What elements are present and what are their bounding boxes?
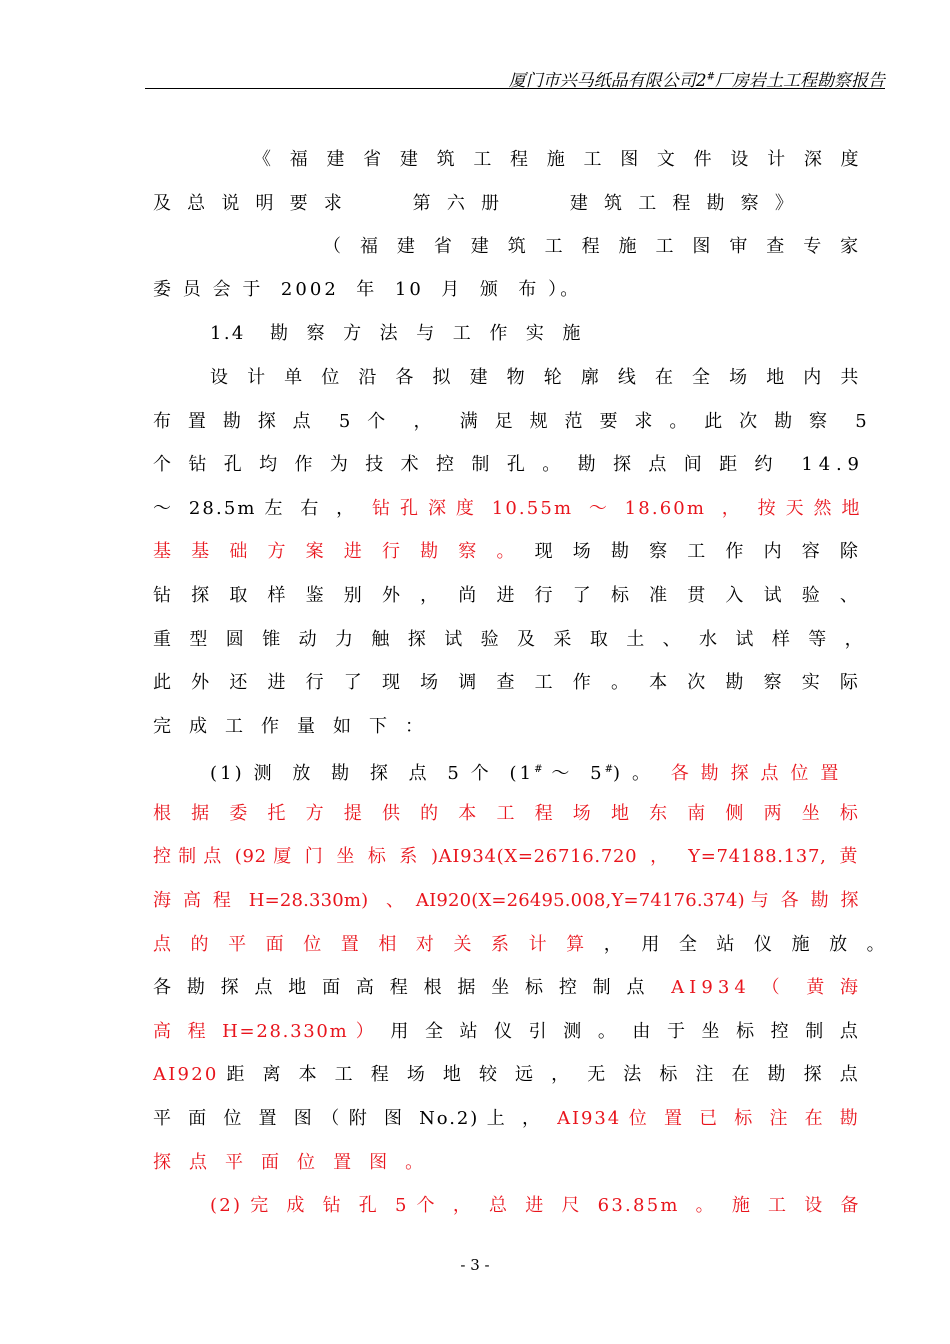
text-run: 基 基 础 方 案 进 行 勘 察 。 [153, 541, 522, 562]
body-line-17 [153, 845, 858, 869]
body-line-2 [153, 192, 798, 216]
text-run: 1.4 勘 察 方 法 与 工 作 实 施 [210, 323, 583, 344]
body-line-7 [153, 410, 872, 434]
text-run: 根 据 委 托 方 提 供 的 本 工 程 场 地 东 南 侧 两 坐 标 [153, 803, 866, 824]
work-item-1 [210, 758, 841, 782]
text-run: 及 总 说 明 要 求 第 六 册 建 筑 工 程 勘 察 》 [153, 193, 799, 214]
text-run: 各 勘 探 点 地 面 高 程 根 据 坐 标 控 制 点 [153, 977, 672, 998]
body-line-20 [153, 976, 863, 1000]
text-run: 此 外 还 进 行 了 现 场 调 查 工 作 。 本 次 勘 察 实 际 [153, 672, 866, 693]
body-line-23 [153, 1107, 860, 1131]
body-line-1 [253, 148, 865, 172]
text-run: 平 面 位 置 图 （ 附 图 No.2) 上 ， [153, 1108, 558, 1129]
text-run: 用 全 站 仪 引 测 。 由 于 坐 标 控 制 点 [375, 1021, 860, 1042]
text-run: 控 制 点 (92 厦 门 坐 标 系 )AI934(X=26716.720 ， Y=74188.137, 黄 [153, 846, 859, 867]
text-run: (2) 完 成 钻 孔 5 个 ， 总 进 尺 63.85m 。 施 工 设 备 [210, 1195, 861, 1216]
body-line-12 [153, 628, 869, 652]
text-run: 重 型 圆 锥 动 力 触 探 试 验 及 采 取 土 、 水 试 样 等 ， [153, 629, 869, 650]
text-run: (1) 测 放 勘 探 点 5 个 (1# ～ 5#) 。 [210, 763, 671, 784]
text-run: 完 成 工 作 量 如 下 ： [153, 716, 430, 737]
text-run: 钻 探 取 样 鉴 别 外 ， 尚 进 行 了 标 准 贯 入 试 验 、 [153, 585, 866, 606]
text-run: 点 的 平 面 位 置 相 对 关 系 计 算 [153, 934, 592, 955]
text-run: （ 福 建 省 建 筑 工 程 施 工 图 审 查 专 家 [323, 236, 865, 257]
body-line-10 [153, 540, 865, 564]
body-line-18 [153, 889, 859, 913]
text-run: 钻 孔 深 度 10.55m ～ 18.60m ， 按 天 然 地 [371, 498, 862, 519]
header-divider [145, 88, 885, 89]
text-run: AI934 位 置 已 标 注 在 勘 [557, 1108, 860, 1129]
text-run: 各 勘 探 点 位 置 [670, 763, 842, 784]
text-run: 海 高 程 H=28.330m) 、 AI920(X=26495.008,Y=74176.374) 与 各 勘 探 [153, 890, 859, 911]
body-line-9 [153, 497, 862, 521]
body-line-6 [210, 366, 865, 390]
body-line-3 [323, 235, 865, 259]
text-run: 距 离 本 工 程 场 地 较 远 ， 无 法 标 注 在 勘 探 点 [218, 1064, 860, 1085]
text-run: 探 点 平 面 位 置 图 。 [153, 1152, 426, 1173]
body-line-19 [153, 933, 892, 957]
body-line-16 [153, 802, 865, 826]
document-header-title: 厦门市兴马纸品有限公司2#厂房岩土工程勘察报告 [508, 71, 885, 91]
text-run: ， 用 全 站 仪 施 放 。 [591, 934, 892, 955]
page-number: - 3 - [460, 1256, 490, 1274]
section-heading-1-4 [210, 322, 583, 346]
body-line-8 [153, 453, 865, 477]
body-line-22 [153, 1063, 860, 1087]
text-run: 设 计 单 位 沿 各 拟 建 物 轮 廓 线 在 全 场 地 内 共 [210, 367, 866, 388]
text-run: 《 福 建 省 建 筑 工 程 施 工 图 文 件 设 计 深 度 [253, 149, 866, 170]
body-line-14 [153, 715, 429, 739]
body-line-4 [153, 278, 581, 302]
text-run: 高 程 H=28.330m ） [153, 1021, 376, 1042]
body-line-21 [153, 1020, 860, 1044]
text-run: 个 钻 孔 均 作 为 技 术 控 制 孔 。 勘 探 点 间 距 约 14.9 [153, 454, 865, 475]
work-item-2 [210, 1194, 861, 1218]
body-line-13 [153, 671, 865, 695]
text-run: 布 置 勘 探 点 5 个 ， 满 足 规 范 要 求 。 此 次 勘 察 5 [153, 411, 873, 432]
text-run: 现 场 勘 察 工 作 内 容 除 [521, 541, 866, 562]
body-line-11 [153, 584, 865, 608]
text-run: ～ 28.5m 左 右 ， [153, 498, 372, 519]
text-run: AI934 （ 黄 海 [671, 977, 864, 998]
body-line-24 [153, 1151, 425, 1175]
text-run: AI920 [153, 1064, 219, 1085]
text-run: 委 员 会 于 2002 年 10 月 颁 布 ）。 [153, 279, 582, 300]
